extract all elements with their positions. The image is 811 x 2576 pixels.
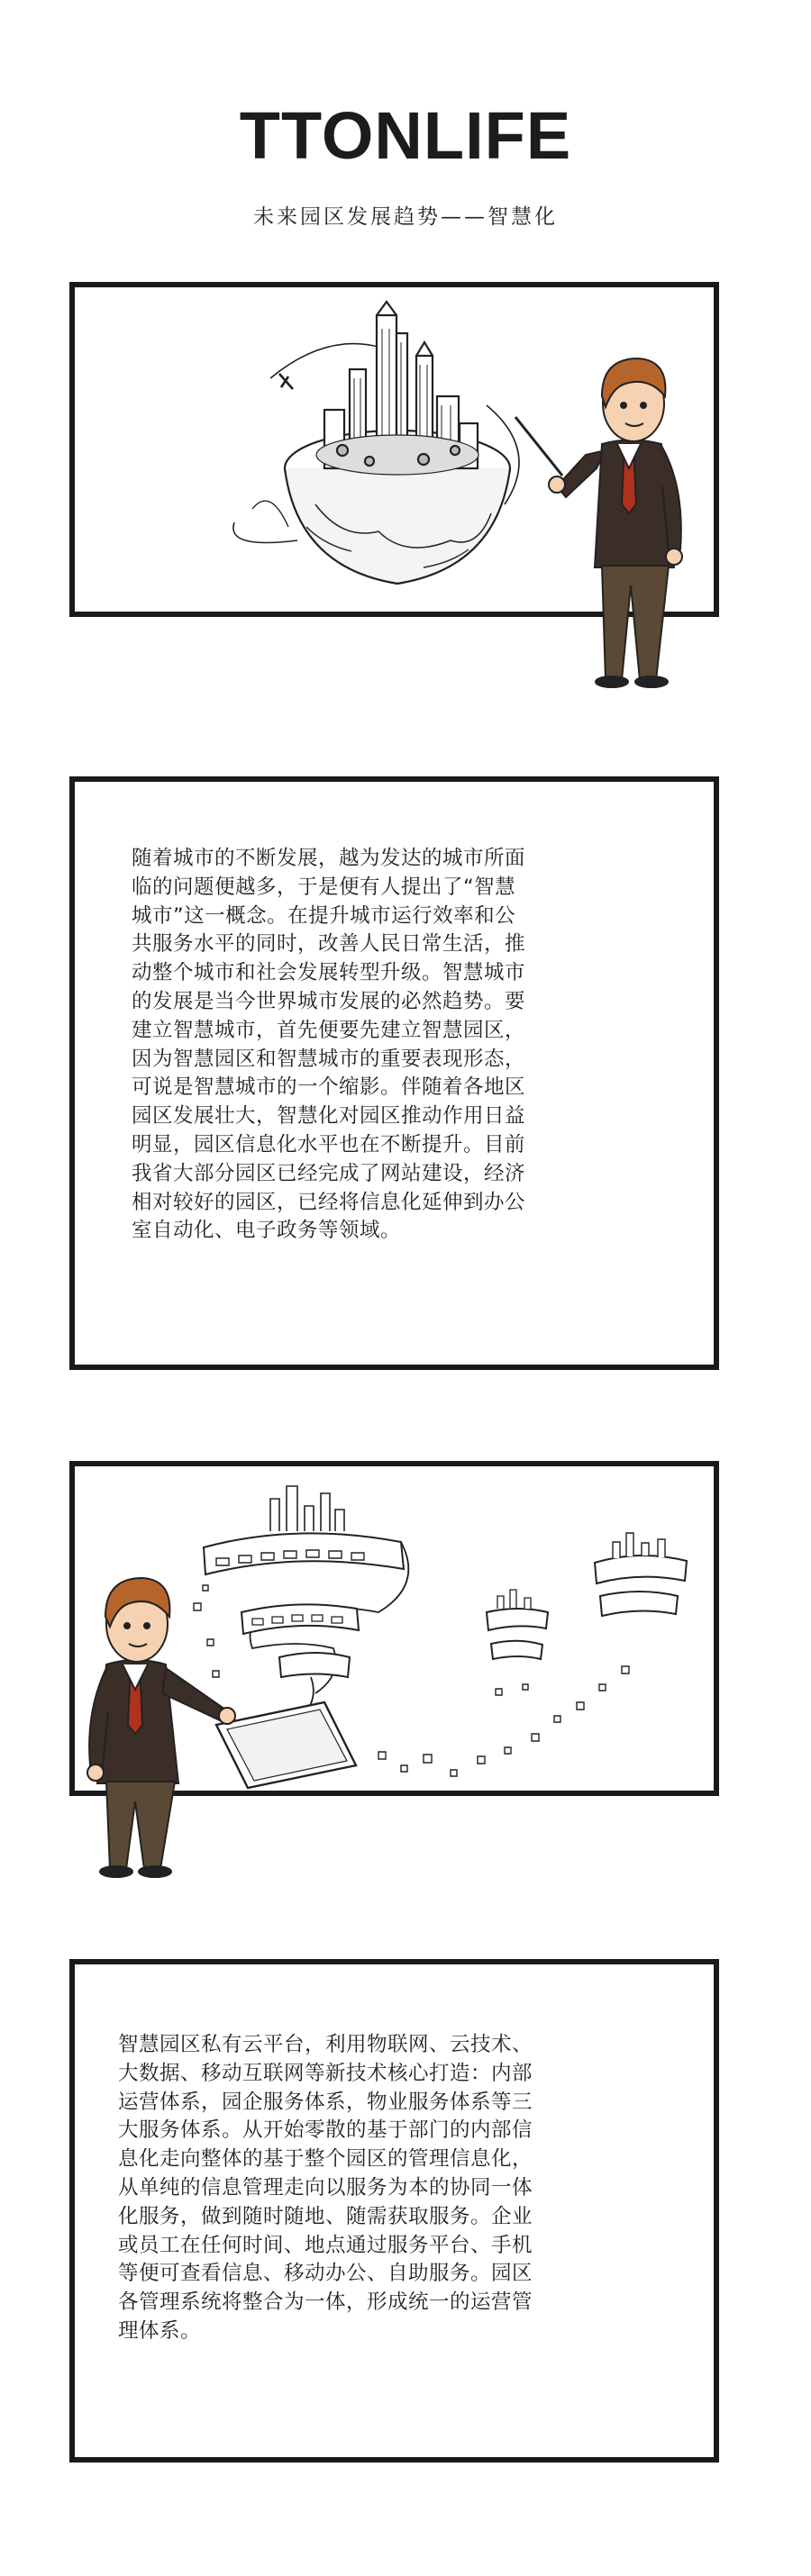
paragraph-line: 室自动化、电子政务等领域。 bbox=[132, 1219, 402, 1243]
paragraph-line: 从单纯的信息管理走向以服务为本的协同一体 bbox=[118, 2175, 533, 2200]
paragraph-line: 或员工在任何时间、地点通过服务平台、手机 bbox=[118, 2233, 533, 2257]
paragraph-line: 各管理系统将整合为一体，形成统一的运营管 bbox=[118, 2290, 533, 2315]
paragraph-line: 城市”这一概念。在提升城市运行效率和公 bbox=[132, 903, 516, 928]
paragraph-line: 大数据、移动互联网等新技术核心打造：内部 bbox=[118, 2061, 533, 2085]
paragraph-line: 大服务体系。从开始零散的基于部门的内部信 bbox=[118, 2118, 533, 2143]
page-title: TTONLIFE bbox=[239, 98, 572, 173]
presenter-man-illustration bbox=[87, 1578, 235, 1877]
page-subtitle: 未来园区发展趋势——智慧化 bbox=[253, 205, 558, 229]
paragraph-line: 智慧园区私有云平台，利用物联网、云技术、 bbox=[118, 2033, 533, 2056]
paragraph-line: 我省大部分园区已经完成了网站建设，经济 bbox=[132, 1161, 526, 1185]
paragraph-line: 园区发展壮大，智慧化对园区推动作用日益 bbox=[132, 1104, 526, 1129]
paragraph-line: 运营体系，园企服务体系，物业服务体系等三 bbox=[118, 2090, 533, 2114]
tablet-illustration bbox=[216, 1702, 356, 1788]
paragraph-line: 化服务，做到随时随地、随需获取服务。企业 bbox=[118, 2204, 533, 2228]
paragraph-line: 息化走向整体的基于整个园区的管理信息化， bbox=[118, 2147, 533, 2172]
presenter-man-illustration bbox=[515, 358, 682, 687]
paragraph-line: 理体系。 bbox=[118, 2318, 202, 2343]
paragraph-line: 建立智慧城市，首先便要先建立智慧园区， bbox=[132, 1018, 526, 1042]
paragraph-line: 共服务水平的同时，改善人民日常生活，推 bbox=[132, 932, 526, 957]
paragraph-line: 动整个城市和社会发展转型升级。智慧城市 bbox=[132, 961, 526, 985]
paragraph-line: 的发展是当今世界城市发展的必然趋势。要 bbox=[132, 989, 526, 1013]
paragraph-line: 临的问题便越多，于是便有人提出了“智慧 bbox=[132, 875, 516, 899]
paragraph-line: 因为智慧园区和智慧城市的重要表现形态， bbox=[132, 1047, 526, 1071]
city-globe-illustration bbox=[233, 302, 519, 584]
paragraph-line: 随着城市的不断发展，越为发达的城市所面 bbox=[132, 847, 526, 870]
paragraph-line: 可说是智慧城市的一个缩影。伴随着各地区 bbox=[132, 1075, 526, 1100]
floating-city-illustration bbox=[194, 1486, 687, 1788]
paragraph-line: 明显，园区信息化水平也在不断提升。目前 bbox=[132, 1132, 526, 1156]
paragraph-line: 等便可查看信息、移动办公、自助服务。园区 bbox=[118, 2262, 533, 2286]
paragraph-line: 相对较好的园区，已经将信息化延伸到办公 bbox=[132, 1190, 526, 1214]
